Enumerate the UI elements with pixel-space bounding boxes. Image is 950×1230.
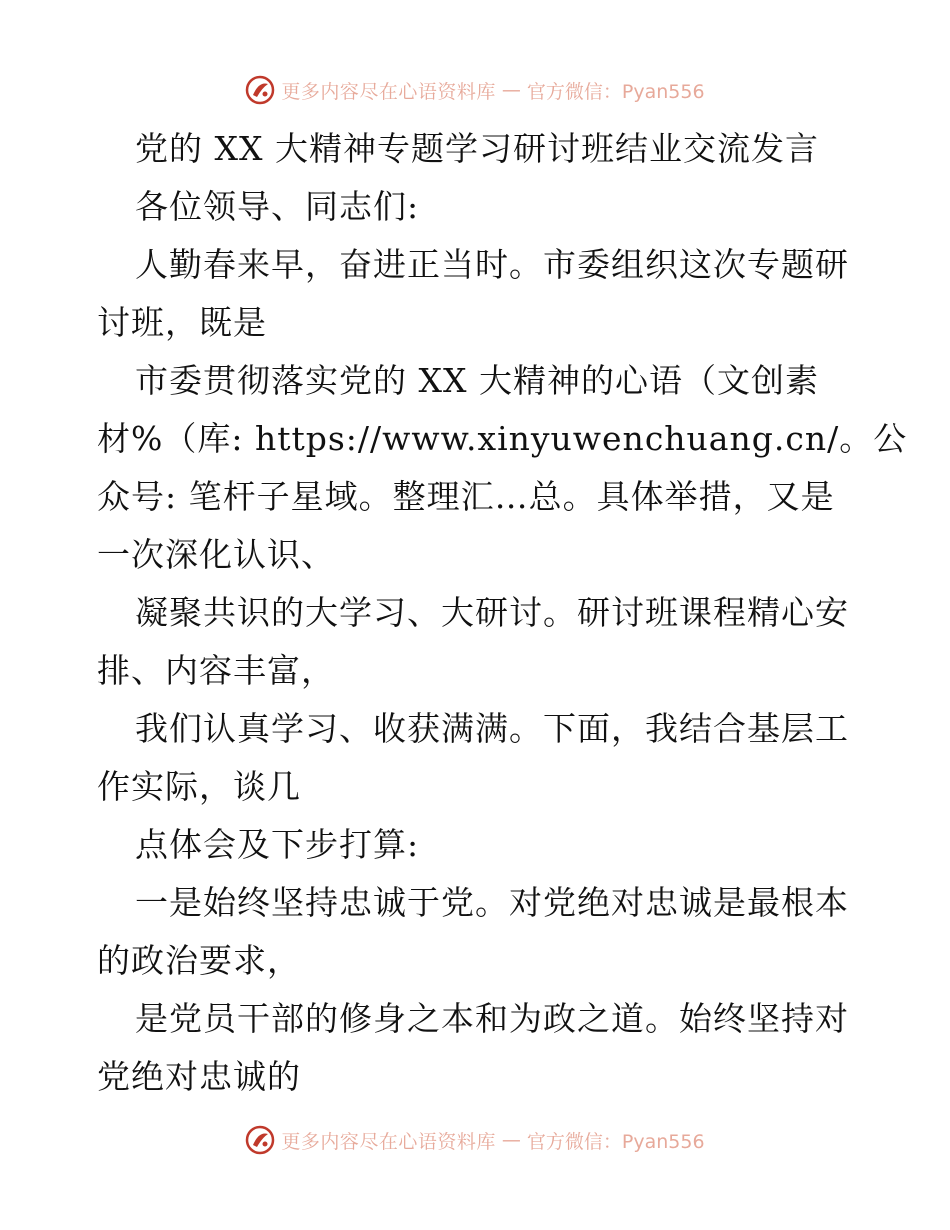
paragraph-line: 人勤春来早，奋进正当时。市委组织这次专题研: [135, 245, 849, 284]
paragraph-line: 我们认真学习、收获满满。下面，我结合基层工: [135, 709, 849, 748]
paragraph-line: 市委贯彻落实党的 XX 大精神的心语（文创素: [135, 361, 819, 400]
paragraph-line: 排、内容丰富，: [97, 651, 335, 690]
footer-banner-text: 更多内容尽在心语资料库: [281, 1130, 496, 1153]
footer-watermark-banner: [0, 1120, 950, 1160]
header-watermark-banner: [0, 70, 950, 110]
paragraph-line: 一次深化认识、: [97, 535, 335, 574]
document-body: [97, 120, 908, 1106]
header-wechat-text: 官方微信：Pyan556: [526, 80, 705, 103]
paragraph-line: 的政治要求，: [97, 941, 301, 980]
paragraph-line: 凝聚共识的大学习、大研讨。研讨班课程精心安: [135, 593, 849, 632]
paragraph-line: 讨班，既是: [97, 303, 267, 342]
header-banner-separator: —: [501, 79, 521, 101]
paragraph-line: 众号: 笔杆子星域。整理汇…总。具体举措，又是: [97, 477, 835, 516]
paragraph-line: 材%（库: https://www.xinyuwenchuang.cn/。公: [97, 419, 908, 458]
logo-icon: [245, 75, 275, 105]
paragraph-line: 党绝对忠诚的: [97, 1057, 301, 1096]
paragraph-line: 一是始终坚持忠诚于党。对党绝对忠诚是最根本: [135, 883, 849, 922]
header-banner-text: 更多内容尽在心语资料库: [281, 80, 496, 103]
paragraph-line: 点体会及下步打算:: [135, 825, 420, 864]
salutation-line: 各位领导、同志们:: [135, 187, 420, 226]
document-title: 党的 XX 大精神专题学习研讨班结业交流发言: [135, 129, 819, 168]
paragraph-line: 是党员干部的修身之本和为政之道。始终坚持对: [135, 999, 849, 1038]
footer-banner-separator: —: [501, 1129, 521, 1151]
footer-wechat-text: 官方微信：Pyan556: [526, 1130, 705, 1153]
paragraph-line: 作实际，谈几: [97, 767, 301, 806]
logo-icon: [245, 1125, 275, 1155]
